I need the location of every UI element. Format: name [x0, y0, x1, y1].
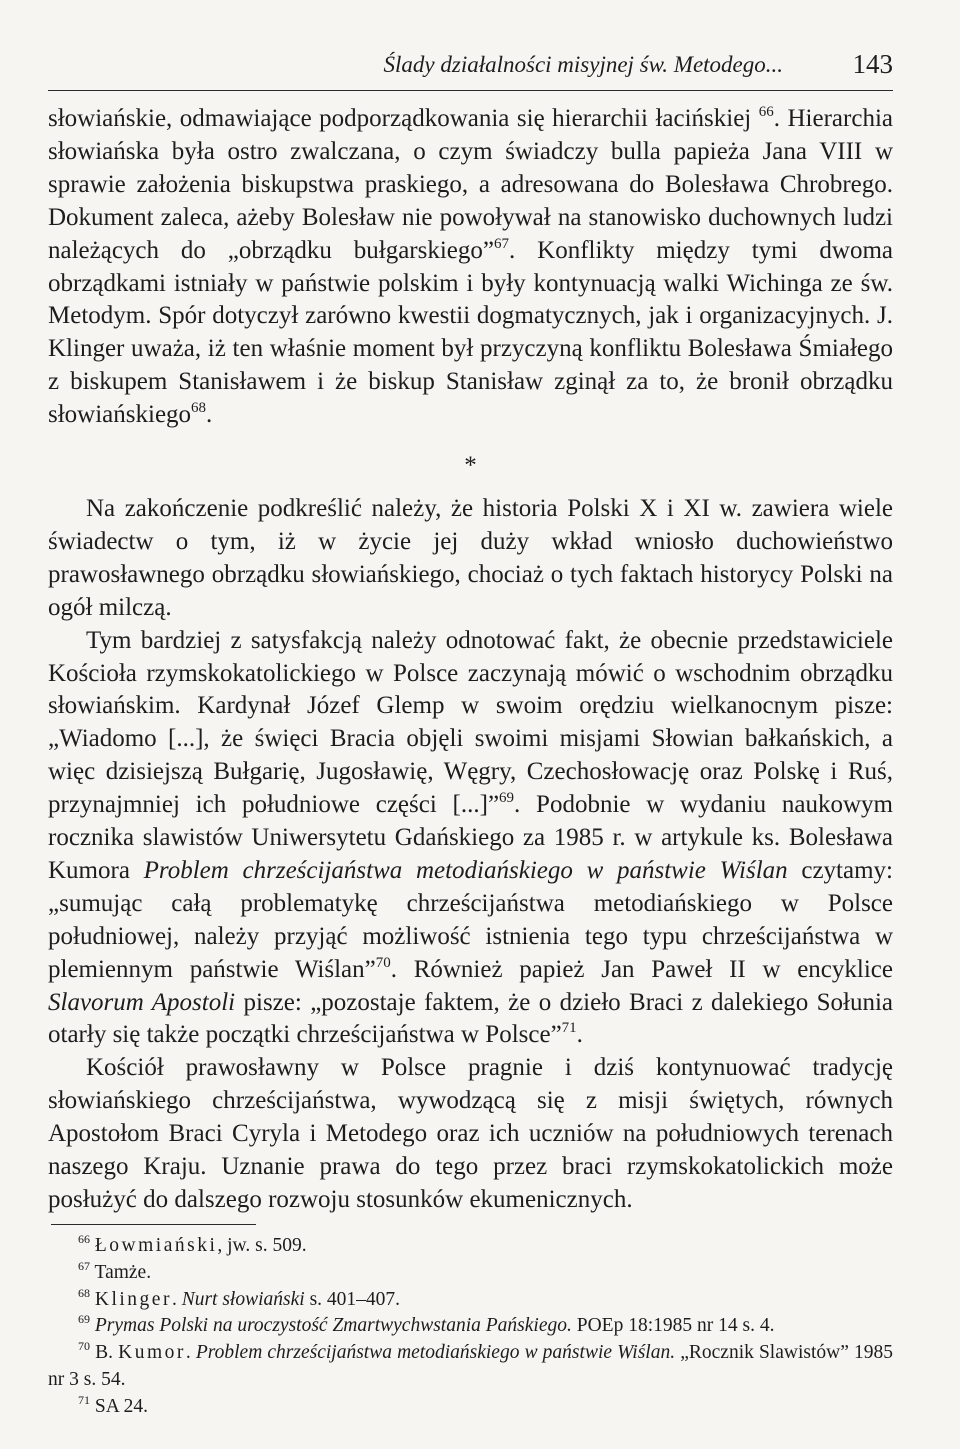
footnote-author: Łowmiański — [94, 1235, 218, 1256]
footnote-title: Prymas Polski na uroczystość Zmartwychwstania Pańskiego. — [94, 1315, 572, 1337]
main-text — [48, 103, 893, 1217]
footnote-ref-66: 66 — [758, 104, 774, 120]
footnote-68 — [48, 1287, 893, 1314]
text-run: . — [206, 401, 213, 429]
footnote-ref-68: 68 — [191, 400, 207, 417]
footnote-title: Nurt słowiański — [181, 1288, 305, 1310]
footnote-70 — [48, 1340, 893, 1394]
text-run: . Również papież Jan Paweł II w encyklice — [390, 955, 893, 983]
text-run: czytamy: „sumując całą problematykę chrześcijaństwa metodiańskiego w Polsce południowej, należy przyjąć możliwość istnienia tego typu chrześcijaństwa w plemiennym państwie Wiślan” — [48, 856, 893, 983]
text-run: . Hierarchia słowiańska była ostro zwalczana, o czym świadczy bulla papieża Jana VIII w sprawie założenia biskupstwa praskiego, a adresowana do Bolesława Chrobrego. Dokument zaleca, ażeby Bolesław nie powoływał na stanowisko duchownych ludzi należących do „obrządku bułgarskiego” — [48, 105, 893, 264]
footnote-number: 71 — [78, 1392, 90, 1407]
footnote-title: Problem chrześcijaństwa metodiańskiego w państwie Wiślan. — [195, 1342, 676, 1364]
paragraph-2: Na zakończenie podkreślić należy, że historia Polski X i XI w. zawiera wiele świadectw o tym, iż w życie jej duży wkład wniosło duchowieństwo prawosławnego obrządku słowiańskiego, chociaż o tych faktach historycy Polski na ogół milczą. — [48, 494, 893, 621]
italic-title: Problem chrześcijaństwa metodiańskiego w państwie Wiślan — [143, 856, 788, 884]
footnote-text: . — [185, 1342, 196, 1364]
footnote-text: B. — [95, 1342, 119, 1364]
footnote-divider — [51, 1224, 256, 1225]
footnote-number: 67 — [78, 1258, 90, 1273]
running-title: Ślady działalności misyjnej św. Metodego... — [383, 52, 783, 77]
text-run: pisze: „pozostaje faktem, że o dzieło Braci z dalekiego Sołunia otarły się także początki chrześcijaństwa w Polsce” — [48, 988, 894, 1049]
text-run: słowiańskie, odmawiające podporządkowania się hierarchii łacińskiej — [48, 105, 759, 132]
footnote-number: 70 — [78, 1339, 90, 1354]
footnote-ref-71: 71 — [561, 1020, 577, 1037]
footnote-text: , jw. s. 509. — [217, 1235, 307, 1256]
page-header — [48, 50, 893, 91]
footnote-number: 66 — [78, 1232, 90, 1246]
footnote-text: POEp 18:1985 nr 14 s. 4. — [571, 1315, 775, 1337]
page-number: 143 — [852, 49, 893, 79]
footnote-author: Klinger — [94, 1288, 172, 1310]
footnote-67 — [48, 1260, 893, 1287]
footnote-71 — [48, 1394, 893, 1421]
text-run: . Podobnie w wydaniu naukowym rocznika slawistów Uniwersytetu Gdańskiego za 1985 r. w artykule ks. Bolesława Kumora — [48, 791, 893, 884]
section-separator: * — [464, 452, 477, 480]
footnotes — [48, 1233, 893, 1421]
footnote-number: 68 — [78, 1285, 90, 1300]
text-run: . Konflikty między tymi dwoma obrządkami istniały w państwie polskim i były kontynuacją walki Wichinga ze św. Metodym. Spór dotyczył zarówno kwestii dogmatycznych, jak i organizacyjnych. J. Klinger uważa, iż ten właśnie moment był przyczyną konfliktu Bolesława Śmiałego z biskupem Stanisławem i że biskup Stanisław zginął za to, że bronił obrządku słowiańskiego — [48, 236, 894, 429]
text-run: Tym bardziej z satysfakcją należy odnotować fakt, że obecnie przedstawiciele Kościoła rzymskokatolickiego w Polsce zaczynają mówić o wschodnim obrządku słowiańskim. Kardynał Józef Glemp w swoim orędziu wielkanocnym pisze: „Wiadomo [...], że święci Bracia objęli swoimi misjami Słowian bałkańskich, a więc dzisiejszą Bułgarię, Jugosławię, Węgry, Czechosłowację oraz Polskę i Ruś, przynajmniej ich południowe części [...]” — [48, 626, 893, 819]
italic-title: Slavorum Apostoli — [48, 988, 236, 1016]
footnote-ref-70: 70 — [375, 954, 391, 971]
footnote-text: Tamże. — [94, 1261, 152, 1283]
paragraph-1 — [48, 103, 893, 432]
footnote-author: Kumor — [118, 1342, 186, 1364]
footnote-ref-69: 69 — [499, 790, 515, 807]
footnote-69 — [48, 1313, 893, 1340]
footnote-text: . — [171, 1288, 182, 1310]
text-run: . — [576, 1021, 583, 1049]
footnote-text: s. 401–407. — [304, 1288, 401, 1310]
footnote-text: SA 24. — [94, 1395, 148, 1417]
paragraph-4: Kościół prawosławny w Polsce pragnie i dziś kontynuować tradycję słowiańskiego chrześcijaństwa, wywodzącą się z misji świętych, równych Apostołom Braci Cyryla i Metodego oraz ich uczniów na południowych terenach naszego Kraju. Uznanie prawa do tego przez braci rzymskokatolickich może posłużyć do dalszego rozwoju stosunków ekumenicznych. — [48, 1054, 893, 1213]
paragraph-3 — [48, 625, 893, 1053]
footnote-number: 69 — [78, 1312, 90, 1327]
footnote-text: „Rocznik Slawistów” 1985 nr 3 s. 54. — [48, 1342, 893, 1390]
footnote-66 — [48, 1233, 893, 1260]
footnote-ref-67: 67 — [494, 235, 510, 252]
